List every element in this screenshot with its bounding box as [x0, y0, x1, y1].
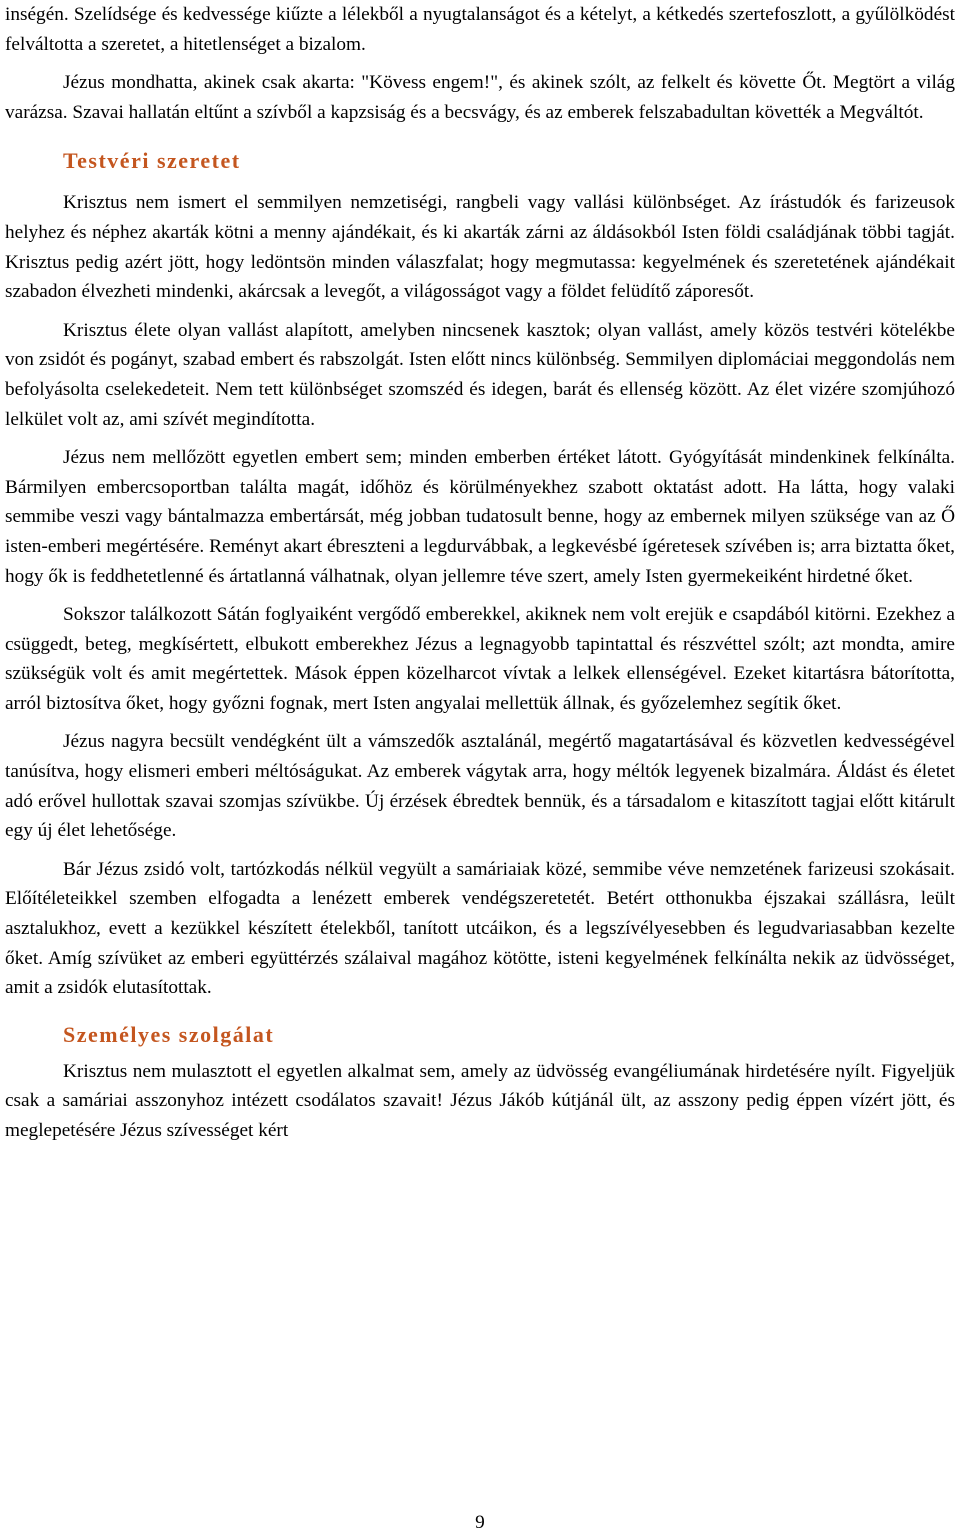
paragraph-continued: inségén. Szelídsége és kedvessége kiűzte a lélekből a nyugtalanságot és a kételyt, a kétkedés szertefoszlott, a gyűlölködést felváltotta a szeretet, a hitetlenséget a bizalom.: [5, 4, 955, 55]
paragraph: Krisztus nem mulasztott el egyetlen alkalmat sem, amely az üdvösség evangéliumának hirdetésére nyílt. Figyeljük csak a samáriai asszonyhoz intézett csodálatos szavait! Jézus Jákób kútjánál ült, az asszony pedig éppen vízért jött, és meglepetésére Jézus szívességet kért: [5, 1060, 955, 1141]
document-page: [5, 0, 955, 1146]
paragraph: Jézus nem mellőzött egyetlen embert sem; minden emberben értéket látott. Gyógyítását mindenkinek felkínálta. Bármilyen embercsoportban találta magát, időhöz és körülményekhez szabott oktatást adott. Ha látta, hogy valaki semmibe veszi vagy bántalmazza embertársát, még jobban tudatosult benne, hogy az embernek milyen szüksége van az Ő isten-emberi megértésére. Reményt akart ébreszteni a legdurvábbak, a legkevésbé ígéretesek szívében is; arra biztatta őket, hogy ők is feddhetetlenné és ártatlanná válhatnak, olyan jellemre téve szert, amely Isten gyermekeiként hirdetné őket.: [5, 447, 955, 587]
paragraph: Jézus mondhatta, akinek csak akarta: "Kövess engem!", és akinek szólt, az felkelt és követte Őt. Megtört a világ varázsa. Szavai hallatán eltűnt a szívből a kapzsiság és a becsvágy, és az emberek felszabadultan követték a Megváltót.: [5, 72, 955, 123]
paragraph: Krisztus nem ismert el semmilyen nemzetiségi, rangbeli vagy vallási különbséget. Az írástudók és farizeusok helyhez és néphez akarták kötni a menny ajándékait, és ki akarták zárni az áldásokból Isten földi családjának többi tagját. Krisztus pedig azért jött, hogy ledöntsön minden válaszfalat; hogy megmutassa: kegyelmének és szeretetének ajándékait szabadon élvezheti mindenki, akárcsak a levegőt, a világosságot vagy a földet felüdítő záporesőt.: [5, 192, 955, 303]
paragraph: Bár Jézus zsidó volt, tartózkodás nélkül vegyült a samáriaiak közé, semmibe véve nemzetének farizeusi szokásait. Előítéleteikkel szemben elfogadta a lenézett emberek vendégszeretetét. Betért otthonukba éjszakai szállásra, leült asztalukhoz, evett a kezükkel készített ételekből, tanított utcáikon, és a legszívélyesebben és legudvariasabban kezelte őket. Amíg szívüket az emberi együttérzés szálaival magához kötötte, isteni kegyelmének felkínálta nekik az üdvösséget, amit a zsidók elutasítottak.: [5, 858, 955, 999]
paragraph: Krisztus élete olyan vallást alapított, amelyben nincsenek kasztok; olyan vallást, amely közös testvéri kötelékbe von zsidót és pogányt, szabad embert és rabszolgát. Isten előtt nincs különbség. Semmilyen diplomáciai meggondolás nem befolyásolta cselekedeteit. Nem tett különbséget szomszéd és idegen, barát és ellenség között. Az élet vizére szomjúhozó lelkület volt az, ami szívét megindította.: [5, 319, 955, 430]
section-heading-testveri-szeretet: Testvéri szeretet: [63, 148, 241, 174]
paragraph: Jézus nagyra becsült vendégként ült a vámszedők asztalánál, megértő magatartásával és közvetlen kedvességével tanúsítva, hogy elismeri emberi méltóságukat. Az emberek vágytak arra, hogy méltók legyenek bizalmára. Áldást és életet adó erővel hullottak szavai szomjas szívükbe. Új érzések ébredtek bennük, és a társadalom e kitaszított tagjai előtt kitárult egy új élet lehetősége.: [5, 731, 955, 842]
section-heading-szemelyes-szolgalat: Személyes szolgálat: [63, 1021, 275, 1047]
paragraph: Sokszor találkozott Sátán foglyaiként vergődő emberekkel, akiknek nem volt erejük e csapdából kitörni. Ezekhez a csüggedt, beteg, megkísértett, elbukott emberekhez Jézus a legnagyobb tapintattal és részvéttel szólt; azt mondta, amire szükségük volt és amit megértettek. Mások éppen közelharcot vívtak a lelkek ellenségével. Ezeket kitartásra bátorította, arról biztosítva őket, hogy győzni fognak, mert Isten angyalai mellettük állnak, és győzelemhez segítik őket.: [5, 604, 955, 714]
page-number: 9: [475, 1512, 485, 1533]
